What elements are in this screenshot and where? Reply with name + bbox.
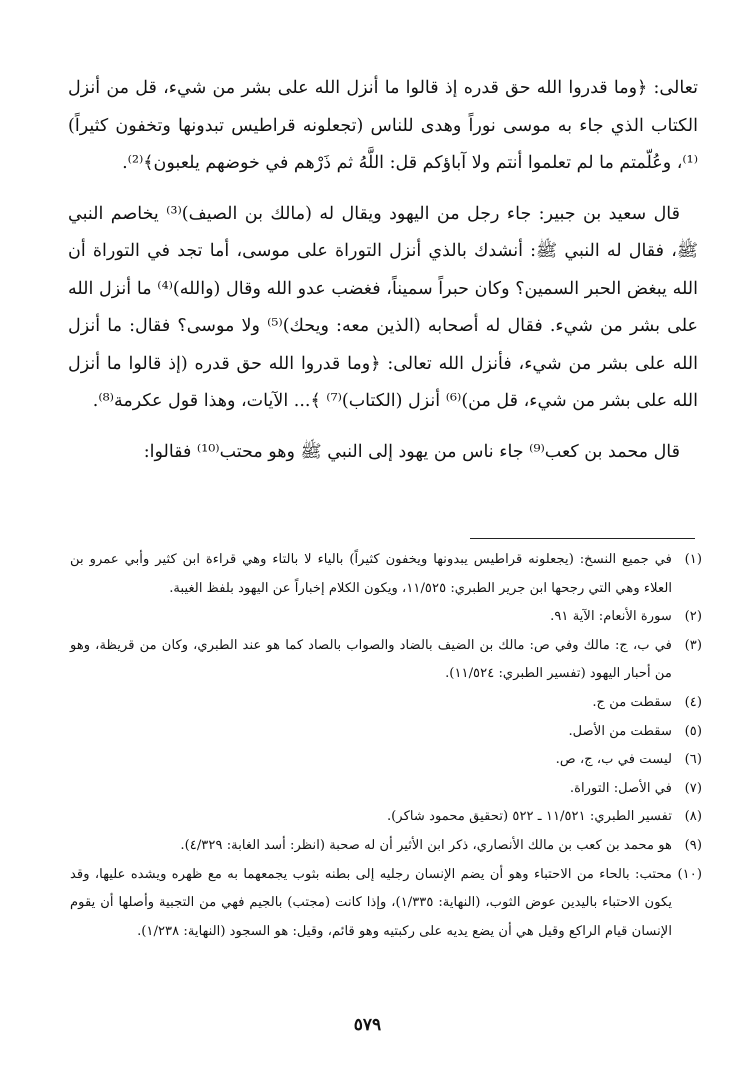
footnote-number: (٧) [684, 780, 702, 796]
footnote-number: (١) [684, 552, 702, 567]
footnote-text: في ب، ج: مالك وفي ص: مالك بن الضيف بالضاد والصواب بالصاد كما هو عند الطبري، وكان من قريظة، وهو من أحبار اليهود (تفسير الطبري: ١١/٥٢٤). [70, 637, 672, 682]
footnote-number: (٢) [684, 609, 702, 625]
footnote-5 [70, 718, 702, 747]
footnote-text: سقطت من الأصل. [568, 723, 672, 739]
footnote-text: تفسير الطبري: ١١/٥٢١ ـ ٥٢٢ (تحقيق محمود شاكر). [386, 809, 672, 825]
paragraph-3: قال محمد بن كعب⁽⁹⁾ جاء ناس من يهود إلى النبي ﷺ وهو محتب⁽¹⁰⁾ فقالوا: [143, 441, 680, 462]
footnote-number: (٨) [684, 809, 702, 825]
footnote-number: (٤) [684, 694, 702, 710]
page-number: ٥٧٩ [353, 1015, 382, 1035]
footnote-10 [70, 861, 702, 947]
main-text [68, 70, 698, 484]
footnote-text: محتب: بالحاء من الاحتباء وهو أن يضم الإنسان رجليه إلى بطنه بثوب يجمعهما به مع ظهره ويشده عليها، وقد يكون الاحتباء باليدين عوض الثوب، (النهاية: ١/٣٣٥)، وإذا كانت (مجتب) بالجيم فهي من التجبية وأصلها أن يقوم الإنسان قيام الراكع وقيل هي أن يضع يديه على ركبتيه وهو قائم، وقيل: هو السجود (النهاية: ١/٢٣٨). [70, 866, 672, 939]
paragraph-2: قال سعيد بن جبير: جاء رجل من اليهود ويقال له (مالك بن الصيف)⁽³⁾ يخاصم النبي ﷺ، فقال له النبي ﷺ: أنشدك بالذي أنزل التوراة على موسى، أما تجد في التوراة أن الله يبغض الحبر السمين؟ وكان حبراً سميناً، فغضب عدو الله وقال (والله)⁽⁴⁾ ما أنزل الله على بشر من شيء. فقال له أصحابه (الذين معه: ويحك)⁽⁵⁾ ولا موسى؟ فقال: ما أنزل الله على بشر من شيء، فأنزل الله تعالى: ﴿وما قدروا الله حق قدره (إذ قالوا ما أنزل الله على بشر من شيء، قل من)⁽⁶⁾ أنزل (الكتاب)⁽⁷⁾ ﴾... الآيات، وهذا قول عكرمة⁽⁸⁾. [68, 203, 698, 411]
footnote-text: في الأصل: التوراة. [569, 780, 672, 796]
footnote-9 [70, 832, 702, 861]
footnote-1 [70, 546, 702, 603]
footnote-8 [70, 803, 702, 832]
footnote-6 [70, 746, 702, 775]
footnote-separator [470, 538, 695, 539]
footnote-number: (٥) [684, 723, 702, 739]
footnote-2 [70, 603, 702, 632]
footnote-text: سورة الأنعام: الآية ٩١. [550, 609, 672, 625]
footnotes [70, 546, 702, 946]
footnote-text: سقطت من ج. [592, 694, 672, 710]
footnote-number: (٣) [684, 637, 702, 653]
footnote-number: (١٠) [677, 866, 702, 882]
footnote-text: هو محمد بن كعب بن مالك الأنصاري، ذكر ابن الأثير أن له صحبة (انظر: أسد الغابة: ٤/٣٢٩). [180, 837, 672, 853]
footnote-text: ليست في ب، ج، ص. [555, 752, 672, 768]
footnote-7 [70, 775, 702, 804]
footnote-text: في جميع النسخ: (يجعلونه قراطيس يبدونها ويخفون كثيراً) بالياء لا بالتاء وهي قراءة ابن كثير وأبي عمرو بن العلاء وهي التي رجحها ابن جرير الطبري: ١١/٥٢٥، ويكون الكلام إخباراً عن اليهود بلفظ الغيبة. [70, 552, 672, 596]
paragraph-1: تعالى: ﴿وما قدروا الله حق قدره إذ قالوا ما أنزل الله على بشر من شيء، قل من أنزل الكتاب الذي جاء به موسى نوراً وهدى للناس (تجعلونه قراطيس تبدونها وتخفون كثيراً)⁽¹⁾، وعُلّمتم ما لم تعلموا أنتم ولا آباؤكم قل: اللَّهُ ثم ذَرْهم في خوضهم يلعبون﴾⁽²⁾. [68, 78, 698, 173]
footnote-3 [70, 632, 702, 689]
footnote-number: (٦) [684, 752, 702, 768]
footnote-4 [70, 689, 702, 718]
footnote-number: (٩) [684, 837, 702, 853]
